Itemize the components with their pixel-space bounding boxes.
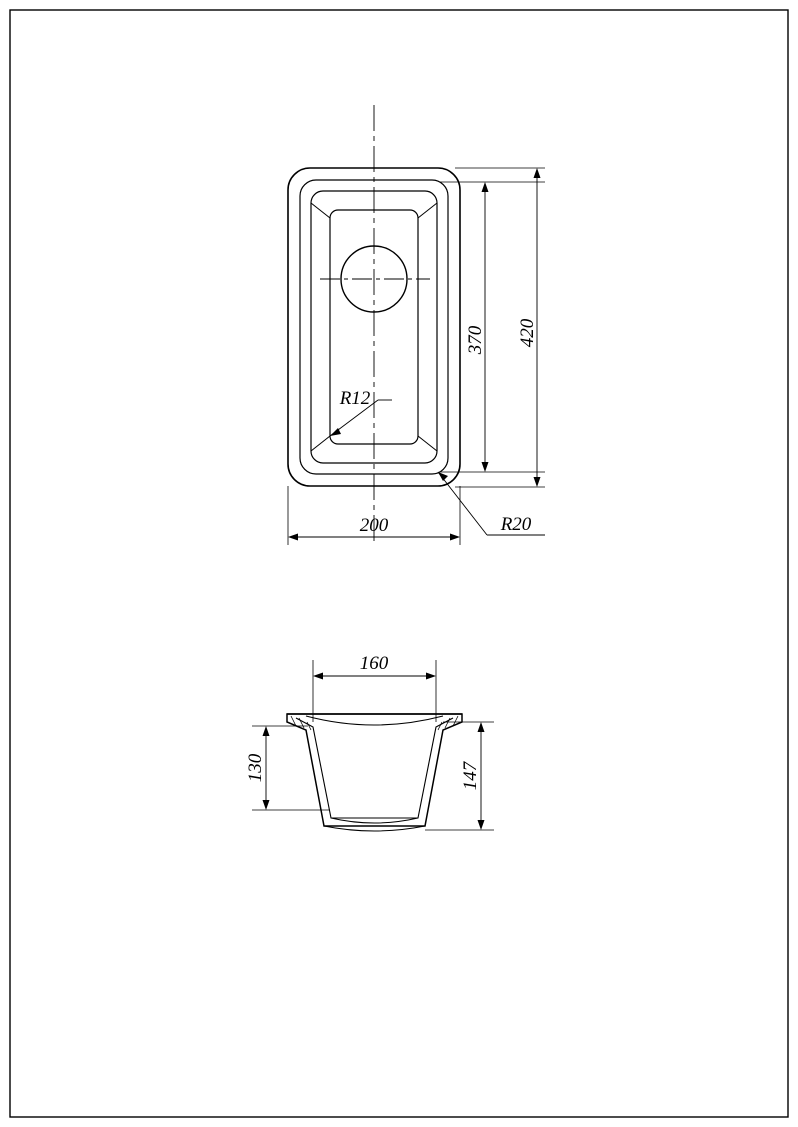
- dim-label-r20: R20: [500, 514, 532, 535]
- dim-label-147: 147: [460, 761, 481, 791]
- arrow-130-bottom: [263, 800, 270, 810]
- top-view-geometry: [288, 105, 460, 545]
- arrow-160-left: [313, 673, 323, 680]
- arrow-370-bottom: [482, 462, 489, 472]
- arrow-200-right: [450, 534, 460, 541]
- arrow-160-right: [426, 673, 436, 680]
- taper-line-tr: [418, 203, 437, 218]
- taper-line-br: [418, 436, 437, 451]
- dim-label-r12: R12: [339, 388, 371, 409]
- bowl-mouth-curve: [306, 716, 443, 725]
- arrow-147-top: [478, 722, 485, 732]
- dim-label-370: 370: [465, 325, 486, 355]
- sheet-border: [10, 10, 788, 1117]
- arrow-130-top: [263, 726, 270, 736]
- taper-line-bl: [311, 436, 330, 451]
- rim-detail-r2: [445, 718, 450, 728]
- dim-label-160: 160: [359, 653, 389, 674]
- arrow-370-top: [482, 182, 489, 192]
- rim-detail-l2: [299, 718, 304, 728]
- arrow-200-left: [288, 534, 298, 541]
- dim-label-130: 130: [245, 753, 266, 783]
- arrow-r20: [438, 472, 448, 481]
- dim-label-420: 420: [517, 318, 538, 348]
- arrow-420-top: [534, 168, 541, 178]
- section-view-geometry: [287, 714, 462, 831]
- section-view-dimensions: [245, 653, 494, 830]
- arrow-420-bottom: [534, 477, 541, 487]
- top-view-dimensions: [288, 168, 545, 545]
- taper-line-tl: [311, 203, 330, 218]
- arrow-147-bottom: [478, 820, 485, 830]
- bowl-bottom-curve: [331, 818, 418, 823]
- leader-line-r20: [438, 472, 487, 535]
- dim-label-200: 200: [359, 515, 389, 536]
